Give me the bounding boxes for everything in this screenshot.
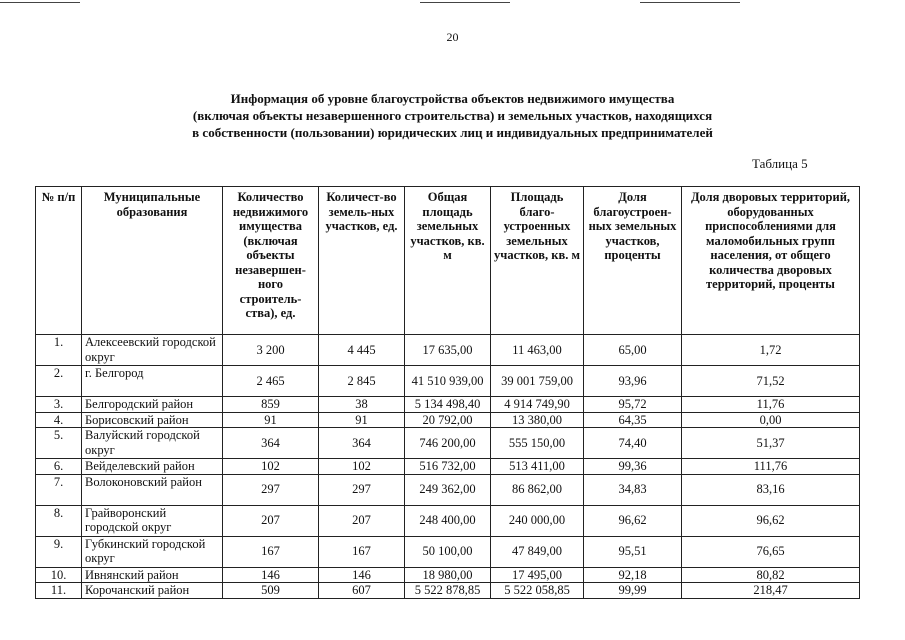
row-number: 2. xyxy=(36,366,82,397)
table-row xyxy=(36,536,860,567)
page-number: 20 xyxy=(446,30,459,44)
accessible-share: 80,82 xyxy=(682,567,860,583)
accessible-share: 11,76 xyxy=(682,397,860,413)
accessible-share: 76,65 xyxy=(682,536,860,567)
document-title xyxy=(0,90,905,141)
municipality-name: Губкинский городской округ xyxy=(82,536,223,567)
scan-artifact xyxy=(0,2,80,3)
table-body xyxy=(36,335,860,599)
municipality-name: Волоконовский район xyxy=(82,474,223,505)
table-row xyxy=(36,397,860,413)
improved-share: 95,72 xyxy=(584,397,682,413)
title-line: Информация об уровне благоустройства объектов недвижимого имущества xyxy=(230,91,675,106)
improved-area: 13 380,00 xyxy=(491,412,584,428)
property-count: 364 xyxy=(223,428,319,459)
total-area: 18 980,00 xyxy=(405,567,491,583)
improved-area: 47 849,00 xyxy=(491,536,584,567)
municipality-name: Борисовский район xyxy=(82,412,223,428)
improved-area: 4 914 749,90 xyxy=(491,397,584,413)
row-number: 6. xyxy=(36,459,82,475)
improved-share: 64,35 xyxy=(584,412,682,428)
improved-area: 5 522 058,85 xyxy=(491,583,584,599)
table-row xyxy=(36,335,860,366)
plot-count: 2 845 xyxy=(319,366,405,397)
property-count: 102 xyxy=(223,459,319,475)
plot-count: 38 xyxy=(319,397,405,413)
row-number: 1. xyxy=(36,335,82,366)
table-row xyxy=(36,567,860,583)
row-number: 11. xyxy=(36,583,82,599)
improved-area: 513 411,00 xyxy=(491,459,584,475)
plot-count: 607 xyxy=(319,583,405,599)
table-label: Таблица 5 xyxy=(752,156,808,171)
table-header-row xyxy=(36,187,860,335)
plot-count: 167 xyxy=(319,536,405,567)
header-municipality: Муниципальные образования xyxy=(82,187,223,335)
municipality-name: Алексеевский городской округ xyxy=(82,335,223,366)
accessible-share: 96,62 xyxy=(682,505,860,536)
property-count: 207 xyxy=(223,505,319,536)
property-count: 3 200 xyxy=(223,335,319,366)
accessible-share: 51,37 xyxy=(682,428,860,459)
improved-area: 240 000,00 xyxy=(491,505,584,536)
plot-count: 364 xyxy=(319,428,405,459)
property-count: 91 xyxy=(223,412,319,428)
total-area: 248 400,00 xyxy=(405,505,491,536)
plot-count: 297 xyxy=(319,474,405,505)
header-plot-count: Количест-во земель-ных участков, ед. xyxy=(319,187,405,335)
property-count: 2 465 xyxy=(223,366,319,397)
accessible-share: 71,52 xyxy=(682,366,860,397)
municipality-name: Грайворонский городской округ xyxy=(82,505,223,536)
table-row xyxy=(36,459,860,475)
row-number: 3. xyxy=(36,397,82,413)
improved-area: 17 495,00 xyxy=(491,567,584,583)
table-row xyxy=(36,412,860,428)
municipality-name: Ивнянский район xyxy=(82,567,223,583)
row-number: 8. xyxy=(36,505,82,536)
improved-area: 39 001 759,00 xyxy=(491,366,584,397)
table-row xyxy=(36,505,860,536)
row-number: 10. xyxy=(36,567,82,583)
improved-area: 86 862,00 xyxy=(491,474,584,505)
improved-area: 555 150,00 xyxy=(491,428,584,459)
property-count: 297 xyxy=(223,474,319,505)
table-row xyxy=(36,366,860,397)
improved-share: 96,62 xyxy=(584,505,682,536)
total-area: 249 362,00 xyxy=(405,474,491,505)
plot-count: 102 xyxy=(319,459,405,475)
row-number: 4. xyxy=(36,412,82,428)
row-number: 9. xyxy=(36,536,82,567)
header-num: № п/п xyxy=(36,187,82,335)
table-row xyxy=(36,474,860,505)
municipality-name: Вейделевский район xyxy=(82,459,223,475)
total-area: 5 134 498,40 xyxy=(405,397,491,413)
improved-share: 95,51 xyxy=(584,536,682,567)
total-area: 746 200,00 xyxy=(405,428,491,459)
plot-count: 146 xyxy=(319,567,405,583)
scan-artifact xyxy=(640,2,740,3)
plot-count: 4 445 xyxy=(319,335,405,366)
total-area: 50 100,00 xyxy=(405,536,491,567)
improved-area: 11 463,00 xyxy=(491,335,584,366)
header-improved-share: Доля благоустроен-ных земельных участков, проценты xyxy=(584,187,682,335)
municipality-name: Валуйский городской округ xyxy=(82,428,223,459)
municipality-name: г. Белгород xyxy=(82,366,223,397)
accessible-share: 111,76 xyxy=(682,459,860,475)
header-improved-area: Площадь благо-устроенных земельных участков, кв. м xyxy=(491,187,584,335)
improved-share: 92,18 xyxy=(584,567,682,583)
improved-share: 93,96 xyxy=(584,366,682,397)
title-line: в собственности (пользовании) юридических лиц и индивидуальных предпринимателей xyxy=(192,125,713,140)
municipality-name: Корочанский район xyxy=(82,583,223,599)
plot-count: 91 xyxy=(319,412,405,428)
data-table xyxy=(35,186,860,599)
property-count: 146 xyxy=(223,567,319,583)
total-area: 17 635,00 xyxy=(405,335,491,366)
property-count: 509 xyxy=(223,583,319,599)
header-property-count: Количество недвижимого имущества (включая объекты незавершен-ного строитель-ства), ед. xyxy=(223,187,319,335)
property-count: 859 xyxy=(223,397,319,413)
improved-share: 34,83 xyxy=(584,474,682,505)
accessible-share: 83,16 xyxy=(682,474,860,505)
accessible-share: 1,72 xyxy=(682,335,860,366)
accessible-share: 0,00 xyxy=(682,412,860,428)
table-row xyxy=(36,583,860,599)
scan-artifact xyxy=(420,2,510,3)
improved-share: 99,99 xyxy=(584,583,682,599)
header-total-area: Общая площадь земельных участков, кв. м xyxy=(405,187,491,335)
header-accessible-share: Доля дворовых территорий, оборудованных приспособлениями для маломобильных групп населения, от общего количества дворовых территорий, проценты xyxy=(682,187,860,335)
total-area: 516 732,00 xyxy=(405,459,491,475)
improved-share: 74,40 xyxy=(584,428,682,459)
total-area: 5 522 878,85 xyxy=(405,583,491,599)
total-area: 41 510 939,00 xyxy=(405,366,491,397)
plot-count: 207 xyxy=(319,505,405,536)
row-number: 5. xyxy=(36,428,82,459)
accessible-share: 218,47 xyxy=(682,583,860,599)
total-area: 20 792,00 xyxy=(405,412,491,428)
row-number: 7. xyxy=(36,474,82,505)
table-row xyxy=(36,428,860,459)
improved-share: 65,00 xyxy=(584,335,682,366)
improved-share: 99,36 xyxy=(584,459,682,475)
municipality-name: Белгородский район xyxy=(82,397,223,413)
property-count: 167 xyxy=(223,536,319,567)
title-line: (включая объекты незавершенного строительства) и земельных участков, находящихся xyxy=(192,108,713,123)
